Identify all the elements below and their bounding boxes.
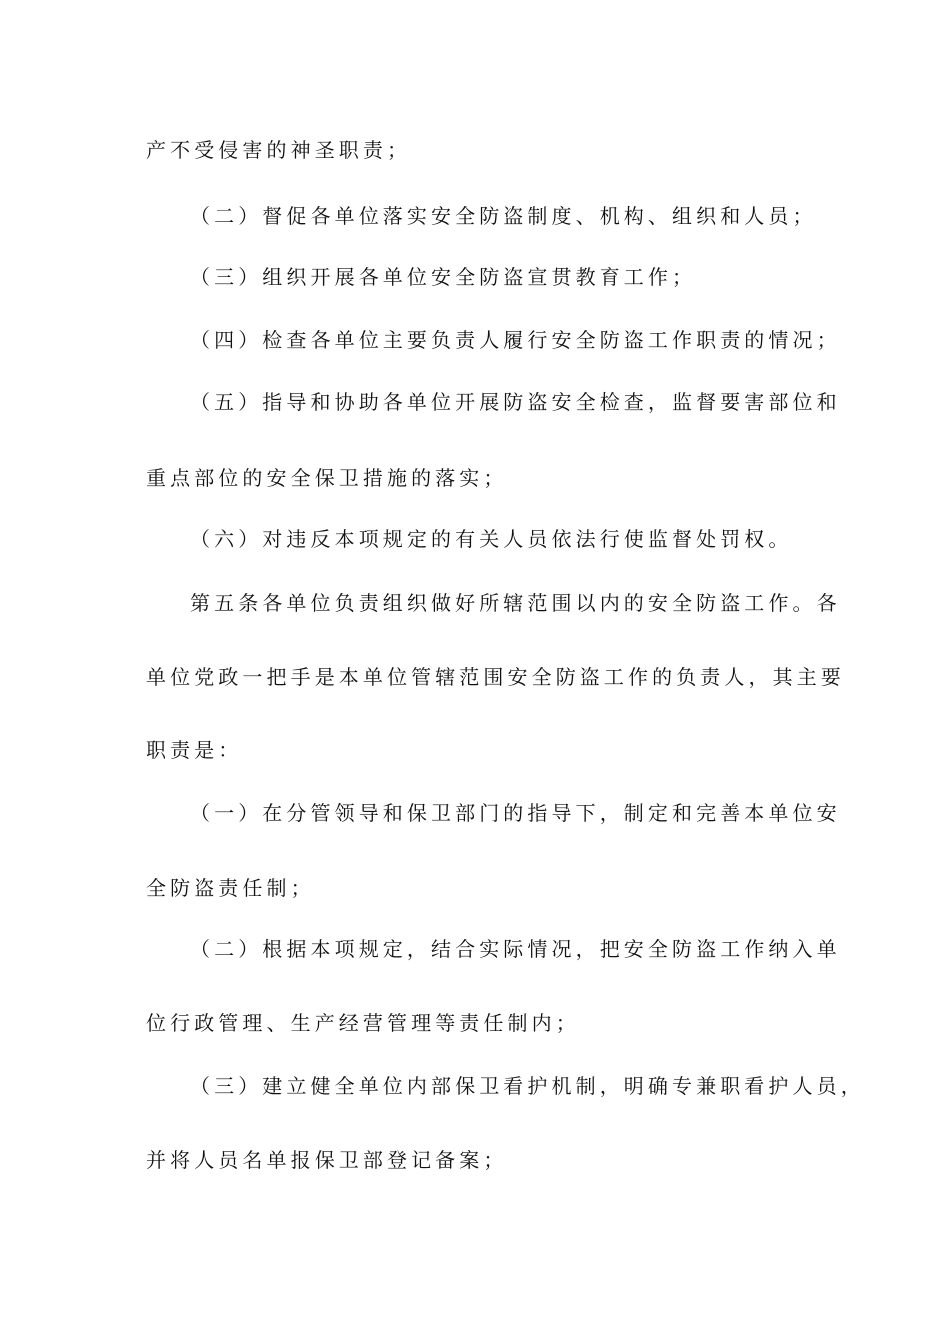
list-item-6: （六）对违反本项规定的有关人员依法行使监督处罚权。	[190, 527, 793, 551]
paragraph-line: 重点部位的安全保卫措施的落实；	[146, 466, 508, 490]
paragraph-line: 全防盗责任制；	[146, 876, 315, 900]
list-item-3: （三）组织开展各单位安全防盗宣贯教育工作；	[190, 265, 697, 289]
paragraph-line: 位行政管理、生产经营管理等责任制内；	[146, 1011, 580, 1035]
list-item-5: （五）指导和协助各单位开展防盗安全检查，监督要害部位和	[190, 390, 841, 414]
paragraph-line: 职责是：	[146, 738, 243, 762]
article-5-heading: 第五条各单位负责组织做好所辖范围以内的安全防盗工作。各	[190, 591, 841, 615]
list-item-2: （二）督促各单位落实安全防盗制度、机构、组织和人员；	[190, 204, 817, 228]
duty-item-1: （一）在分管领导和保卫部门的指导下，制定和完善本单位安	[190, 801, 841, 825]
paragraph-line: 单位党政一把手是本单位管辖范围安全防盗工作的负责人，其主要	[146, 665, 845, 689]
paragraph-line: 并将人员名单报保卫部登记备案；	[146, 1148, 508, 1172]
list-item-4: （四）检查各单位主要负责人履行安全防盗工作职责的情况；	[190, 328, 841, 352]
paragraph-line: 产不受侵害的神圣职责；	[146, 138, 412, 162]
duty-item-2: （二）根据本项规定，结合实际情况，把安全防盗工作纳入单	[190, 937, 841, 961]
duty-item-3: （三）建立健全单位内部保卫看护机制，明确专兼职看护人员，	[190, 1074, 865, 1098]
